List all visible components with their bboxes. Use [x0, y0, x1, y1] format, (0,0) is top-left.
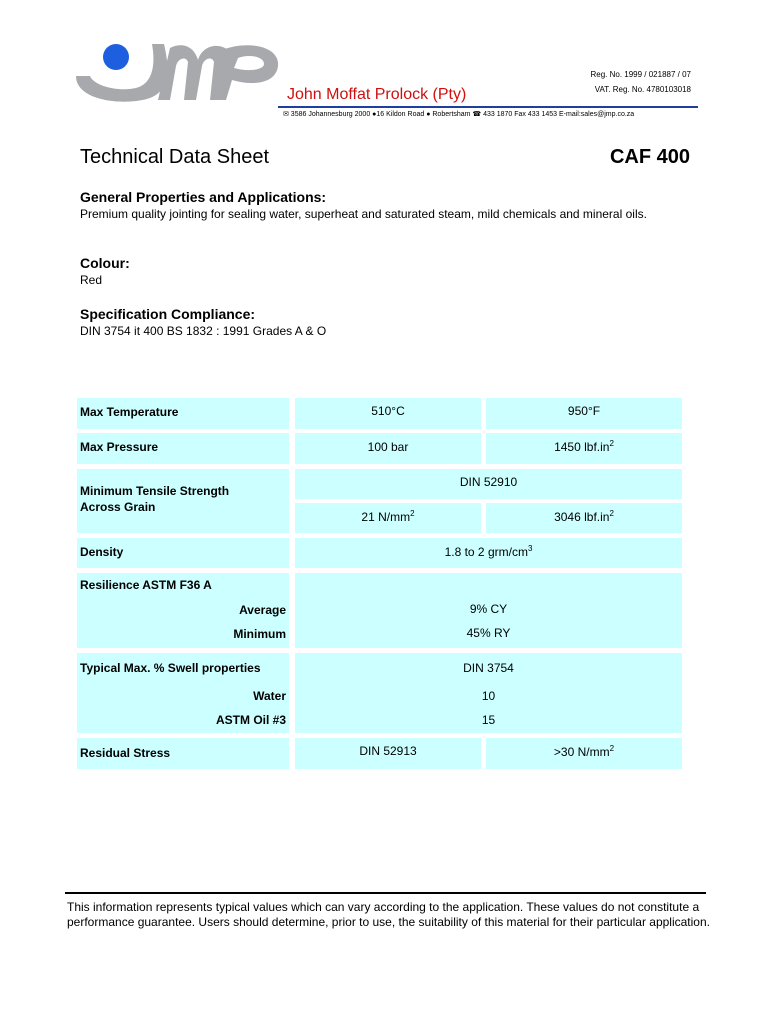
- page-title: Technical Data Sheet: [80, 146, 270, 168]
- density-value-sup: 3: [527, 544, 533, 553]
- max-pressure-bar: 100 bar: [295, 433, 481, 464]
- residual-label: Residual Stress: [80, 746, 171, 760]
- tensile-imperial-value: 3046 lbf.in: [554, 510, 610, 524]
- max-pressure-lbf: [486, 433, 682, 464]
- tensile-standard: DIN 52910: [295, 469, 682, 499]
- company-name: John Moffat Prolock (Pty): [287, 86, 467, 103]
- max-temp-fahrenheit: 950°F: [486, 398, 682, 429]
- table-row: [77, 433, 289, 464]
- jmp-logo: [72, 40, 282, 110]
- table-row: [77, 573, 289, 648]
- table-row: [77, 738, 289, 769]
- table-row: [77, 469, 289, 533]
- vat-number: VAT. Reg. No. 4780103018: [594, 85, 691, 94]
- general-text: Premium quality jointing for sealing water, superheat and saturated steam, mild chemicals and mineral oils.: [80, 207, 647, 221]
- residual-standard: DIN 52913: [295, 738, 481, 769]
- tensile-label-line2: Across Grain: [80, 500, 156, 514]
- max-temp-label: Max Temperature: [80, 405, 179, 419]
- swell-oil-value: 15: [481, 713, 496, 727]
- max-pressure-lbf-sup: 2: [609, 439, 614, 448]
- logo-p-shape: [216, 45, 278, 100]
- resilience-values: [295, 573, 682, 648]
- density-label: Density: [80, 545, 124, 559]
- logo-blue-dot: [103, 44, 129, 70]
- tensile-imperial: [486, 503, 682, 533]
- swell-water-label: Water: [253, 689, 286, 703]
- table-row: [77, 398, 289, 429]
- residual-value: [486, 738, 682, 769]
- colour-heading: Colour:: [80, 255, 130, 271]
- footer-divider: [65, 892, 706, 894]
- tensile-label-line1: Minimum Tensile Strength: [80, 484, 230, 498]
- residual-value-text: >30 N/mm: [553, 745, 610, 759]
- resilience-average-label: Average: [239, 603, 286, 617]
- spec-text: DIN 3754 it 400 BS 1832 : 1991 Grades A & O: [80, 324, 327, 338]
- company-divider: [278, 106, 698, 108]
- max-pressure-lbf-value: 1450 lbf.in: [554, 440, 610, 454]
- resilience-minimum-label: Minimum: [233, 627, 286, 641]
- swell-label: Typical Max. % Swell properties: [80, 661, 261, 675]
- swell-standard: DIN 3754: [463, 661, 514, 675]
- swell-values: [295, 653, 682, 733]
- max-pressure-label: Max Pressure: [80, 440, 159, 454]
- tensile-metric-value: 21 N/mm: [361, 510, 411, 524]
- disclaimer-text: This information represents typical values which can vary according to the application. These values do not constitute a performance guarantee. Users should determine, prior to use, the suitability of this material for their particular application.: [67, 900, 710, 929]
- resilience-minimum-value: 45% RY: [466, 626, 511, 640]
- residual-value-sup: 2: [609, 744, 615, 753]
- density-value-text: 1.8 to 2 grm/cm: [444, 545, 528, 559]
- product-code: CAF 400: [609, 146, 690, 168]
- swell-water-value: 10: [481, 689, 496, 703]
- spec-heading: Specification Compliance:: [80, 306, 256, 322]
- max-temp-celsius: 510°C: [295, 398, 481, 429]
- swell-oil-label: ASTM Oil #3: [215, 713, 286, 727]
- registration-number: Reg. No. 1999 / 021887 / 07: [590, 70, 691, 79]
- table-row: [77, 538, 289, 568]
- tensile-metric-sup: 2: [410, 509, 415, 518]
- resilience-average-value: 9% CY: [469, 602, 508, 616]
- tensile-metric: [295, 503, 481, 533]
- contact-address: ✉ 3586 Johannesburg 2000 ●16 Kildon Road ● Robertsham ☎ 433 1870 Fax 433 1453 E-mail:sales@jmp.co.za: [283, 111, 635, 118]
- general-heading: General Properties and Applications:: [80, 189, 327, 205]
- table-row: [77, 653, 289, 733]
- resilience-label: Resilience ASTM F36 A: [80, 578, 212, 592]
- logo-text: JMP: [72, 40, 74, 41]
- tensile-imperial-sup: 2: [609, 509, 614, 518]
- colour-text: Red: [80, 273, 103, 287]
- density-value: [295, 538, 682, 568]
